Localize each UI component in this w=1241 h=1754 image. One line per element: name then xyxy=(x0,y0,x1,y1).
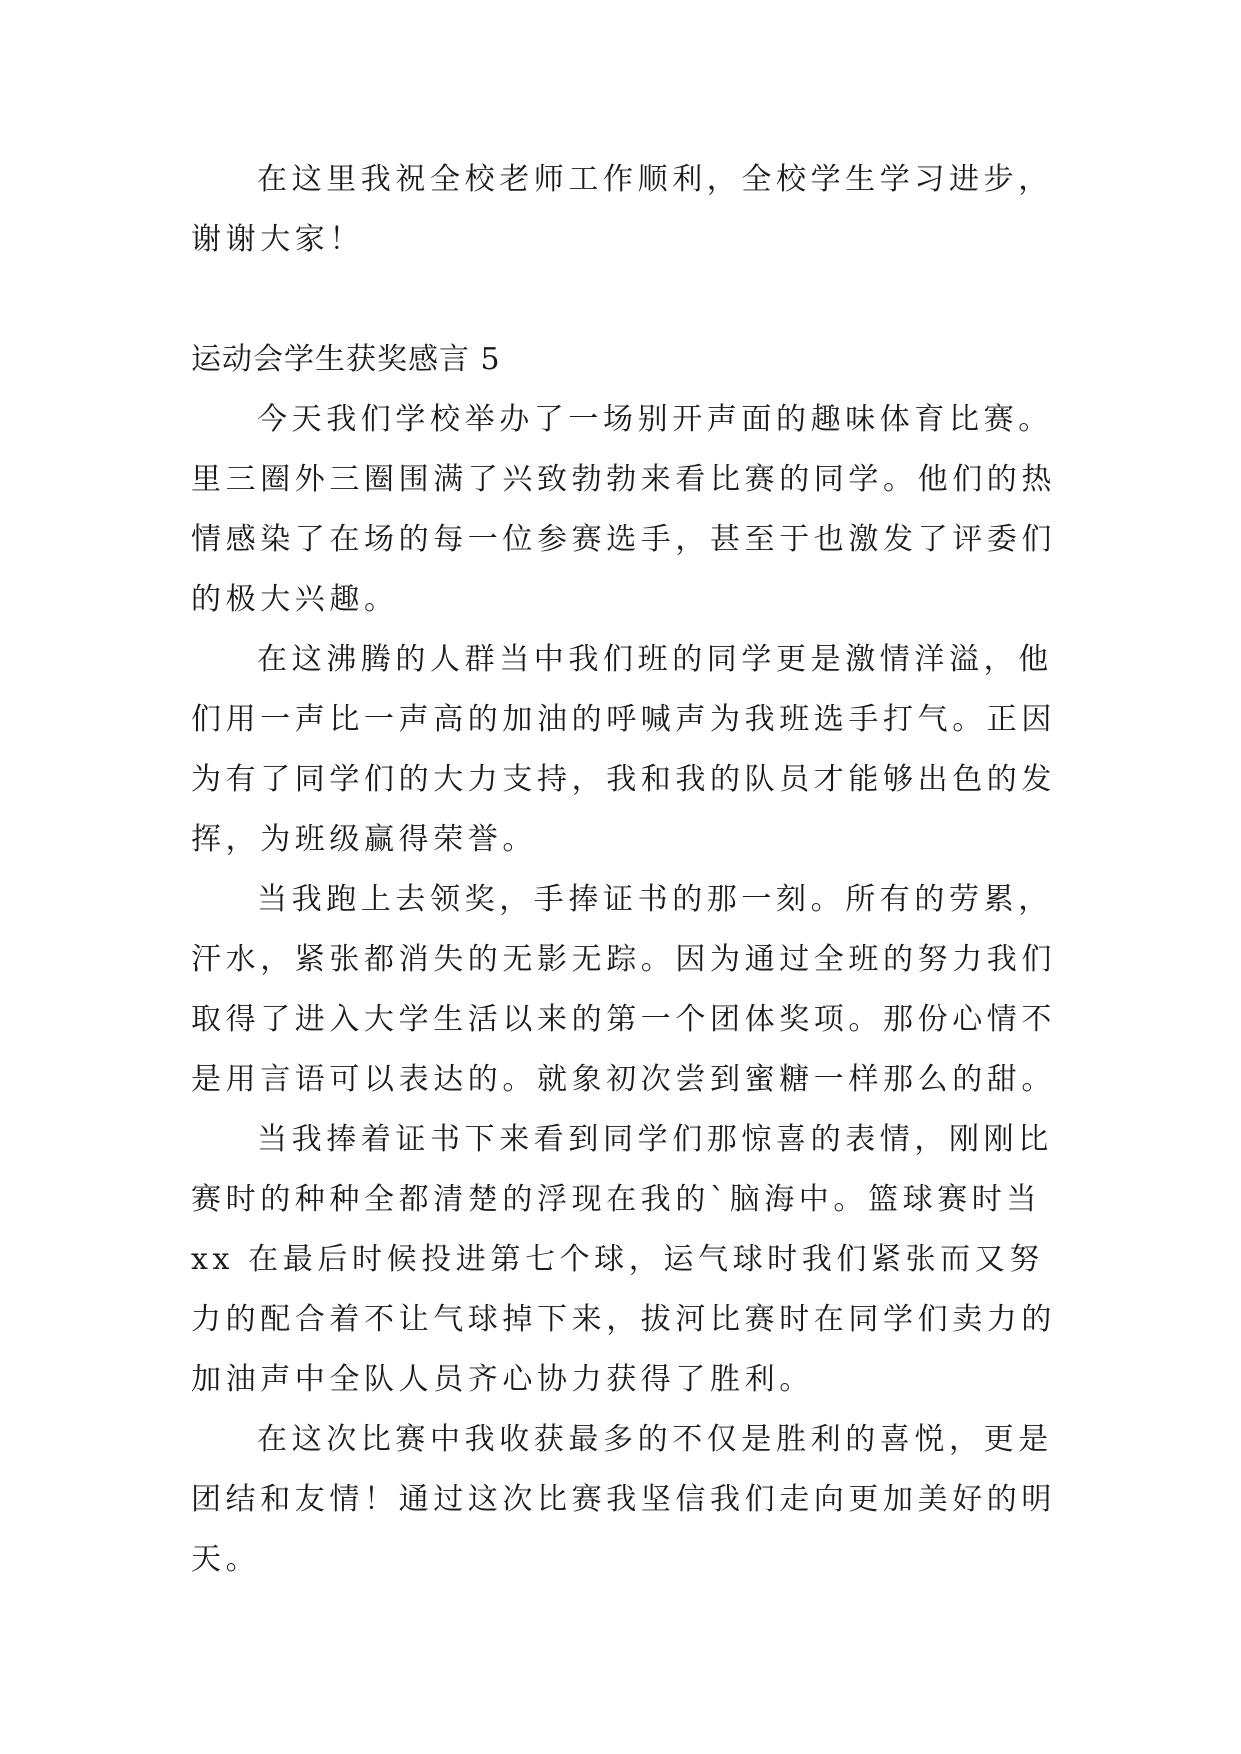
body-paragraph: 当我跑上去领奖，手捧证书的那一刻。所有的劳累，汗水，紧张都消失的无影无踪。因为通过全班的努力我们取得了进入大学生活以来的第一个团体奖项。那份心情不是用言语可以表达的。就象初次尝到蜜糖一样那么的甜。 xyxy=(191,882,1056,1097)
closing-paragraph: 在这里我祝全校老师工作顺利，全校学生学习进步，谢谢大家！ xyxy=(191,162,1053,257)
body-paragraph: 在这次比赛中我收获最多的不仅是胜利的喜悦，更是团结和友情！通过这次比赛我坚信我们走向更加美好的明天。 xyxy=(191,1422,1056,1577)
section-title: 运动会学生获奖感言 5 xyxy=(191,342,501,377)
document-page xyxy=(191,150,1061,1590)
body-paragraph: 今天我们学校举办了一场别开声面的趣味体育比赛。里三圈外三圈围满了兴致勃勃来看比赛的同学。他们的热情感染了在场的每一位参赛选手，甚至于也激发了评委们的极大兴趣。 xyxy=(191,402,1056,617)
body-paragraph: 在这沸腾的人群当中我们班的同学更是激情洋溢，他们用一声比一声高的加油的呼喊声为我班选手打气。正因为有了同学们的大力支持，我和我的队员才能够出色的发挥，为班级赢得荣誉。 xyxy=(191,642,1056,857)
body-paragraph: 当我捧着证书下来看到同学们那惊喜的表情，刚刚比赛时的种种全都清楚的浮现在我的`脑海中。篮球赛时当 xx 在最后时候投进第七个球，运气球时我们紧张而又努力的配合着不让气球掉下来，拔河比赛时在同学们卖力的加油声中全队人员齐心协力获得了胜利。 xyxy=(191,1122,1056,1397)
